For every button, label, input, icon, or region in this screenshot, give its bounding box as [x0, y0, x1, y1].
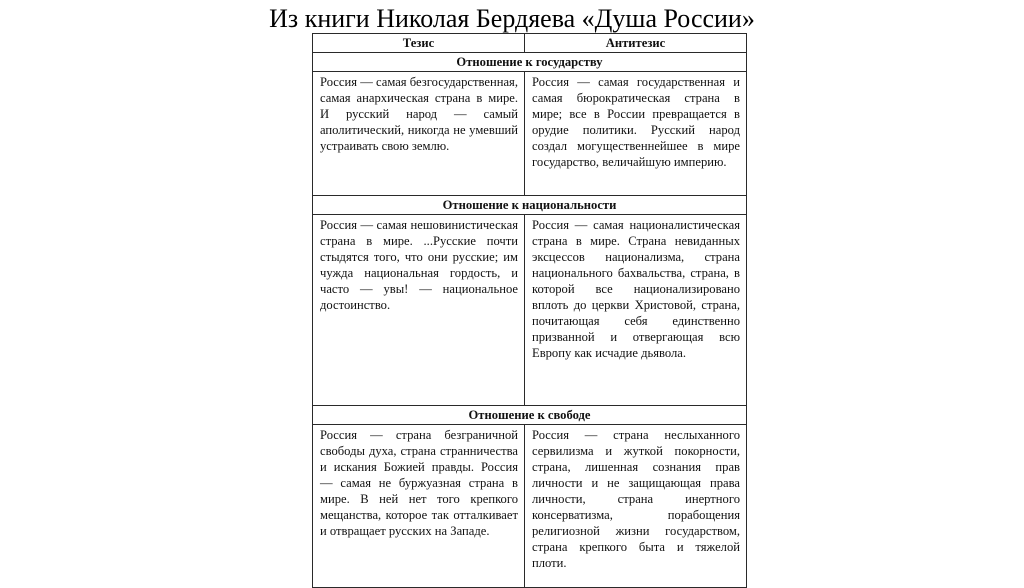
thesis-antithesis-table: [312, 33, 747, 588]
page-title: Из книги Николая Бердяева «Душа России»: [269, 4, 755, 33]
header-thesis: Тезис: [313, 34, 525, 53]
thesis-cell-freedom: Россия — страна безграничной свободы духа, страна странничества и искания Божией правды. Россия — самая не буржуазная страна в мире. В ней нет того крепкого мещанства, которое так отталкивает и отвращает русских на Западе.: [313, 425, 525, 588]
section-heading-row: [313, 196, 747, 215]
section-heading-freedom: Отношение к свободе: [313, 406, 747, 425]
antithesis-cell-freedom: Россия — страна неслыханного сервилизма и жуткой покорности, страна, лишенная сознания прав личности и не защищающая права личности, страна инертного консерватизма, порабощения религиозной жизни государством, страна крепкого быта и тяжелой плоти.: [525, 425, 747, 588]
thesis-cell-nationality: Россия — самая нешовинистическая страна в мире. ...Русские почти стыдятся того, что они русские; им чужда национальная гордость, и часто — увы! — национальное достоинство.: [313, 215, 525, 406]
header-antithesis: Антитезис: [525, 34, 747, 53]
table-row: [313, 425, 747, 588]
table-row: [313, 72, 747, 196]
section-heading-nationality: Отношение к национальности: [313, 196, 747, 215]
antithesis-cell-nationality: Россия — самая националистическая страна в мире. Страна невиданных эксцессов национализма, страна национального бахвальства, страна, в которой все национализировано вплоть до церкви Христовой, страна, почитающая себя единственно призванной и отвергающая всю Европу как исчадие дьявола.: [525, 215, 747, 406]
section-heading-state: Отношение к государству: [313, 53, 747, 72]
section-heading-row: [313, 53, 747, 72]
antithesis-cell-state: Россия — самая государственная и самая бюрократическая страна в мире; все в России превращается в орудие политики. Русский народ создал могущественнейшее в мире государство, величайшую империю.: [525, 72, 747, 196]
section-heading-row: [313, 406, 747, 425]
thesis-cell-state: Россия — самая безгосударственная, самая анархическая страна в мире. И русский народ — самый аполитический, никогда не умевший устраивать свою землю.: [313, 72, 525, 196]
table-header-row: [313, 34, 747, 53]
table-row: [313, 215, 747, 406]
